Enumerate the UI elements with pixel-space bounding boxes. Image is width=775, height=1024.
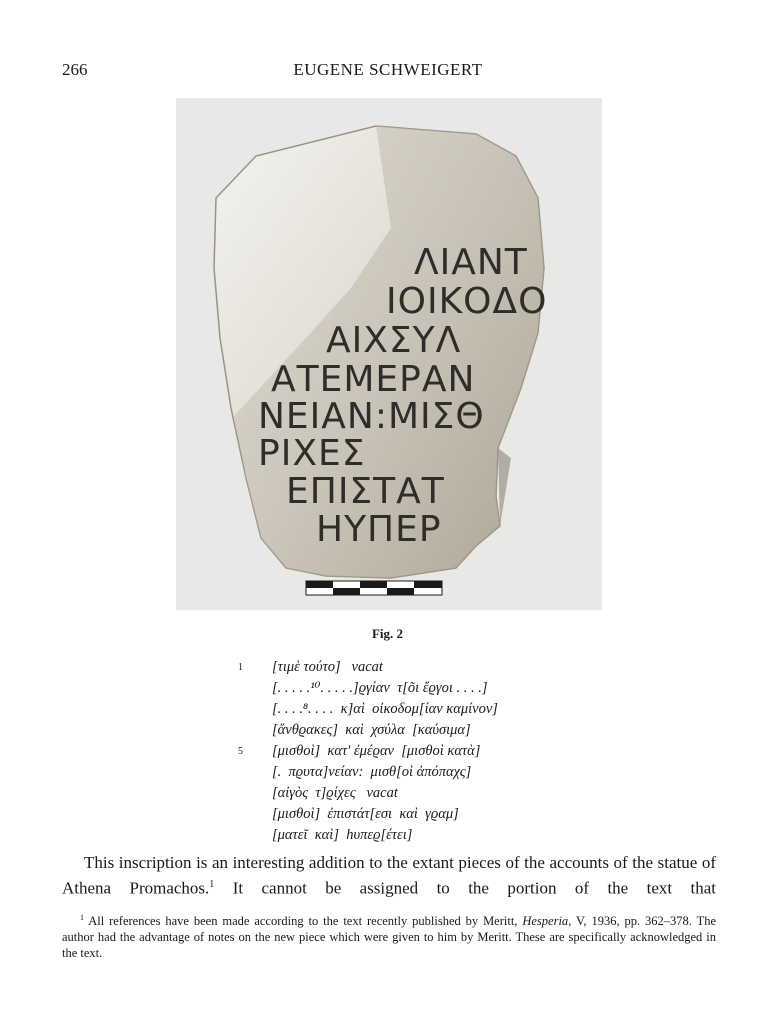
body-text-part-2: It cannot be assigned to the portion of the text that (214, 878, 716, 898)
line-text: [μισθοὶ] κατ' ἐμέϱαν [μισθοὶ κατὰ] (272, 743, 481, 759)
transcription-line (238, 657, 578, 678)
inscription-line-5: ΝΕΙΑΝ:ΜΙΣΘ (258, 396, 485, 437)
inscription-line-3: ΑΙΧΣΥΛ (326, 320, 462, 361)
journal-title: Hesperia (522, 914, 569, 929)
transcription-line (238, 741, 578, 762)
transcription-line (238, 720, 578, 741)
line-number: 5 (238, 746, 243, 757)
footnote-marker: 1 (80, 913, 84, 922)
line-text: [τιμὲ τούτο] vacat (272, 659, 383, 675)
page-header (62, 60, 714, 84)
transcription-line (238, 783, 578, 804)
figure-caption: Fig. 2 (371, 626, 404, 641)
line-number: 1 (238, 662, 243, 673)
running-title: EUGENE SCHWEIGERT (293, 60, 483, 79)
body-paragraph (62, 852, 716, 900)
inscription-line-6: ΡΙΧΕΣ (258, 433, 366, 474)
inscription-line-7: ΕΠΙΣΤΑΤ (286, 471, 445, 512)
transcription-line (238, 678, 578, 699)
footnote-reference: 1 (209, 879, 215, 890)
footnote (62, 910, 716, 961)
page-number: 266 (62, 60, 88, 79)
line-text: [ἄνθϱακες] καὶ χσύλα [καύσιμα] (272, 722, 471, 738)
transcription-line (238, 699, 578, 720)
greek-transcription (238, 657, 578, 846)
footnote-text-part-1: All references have been made according to the text recently published by Meritt, (84, 914, 523, 929)
line-text: [. . . . .¹⁰. . . . .]ϱγίαν τ[õι ἔϱγοι . . . .] (272, 680, 488, 696)
inscription-line-8: ΗΥΠΕΡ (316, 509, 442, 550)
line-text: [μισθοὶ] ἐπιστάτ[εσι καὶ γϱαμ] (272, 806, 459, 822)
inscription-photo (176, 98, 602, 610)
inscription-line-4: ΑΤΕΜΕΡΑΝ (271, 359, 476, 400)
line-text: [αἰγὸς τ]ϱίχες vacat (272, 785, 398, 801)
inscription-line-1: ΛΙΑΝΤ (414, 242, 528, 283)
footnote-text-part-2: , V, 1936, pp. 362–378. The author had the advantage of notes on the new piece which were given to him by Meritt. These are specifically acknowledged in the text. (62, 914, 716, 961)
line-text: [. πϱυτα]νείαν: μισθ[οὶ ἀπόπαχς] (272, 764, 472, 780)
scale-bar (306, 581, 442, 595)
line-text: [ματεῖ καὶ] hυπεϱ[έτει] (272, 827, 413, 843)
line-text: [. . . .⁸. . . . κ]αὶ οἰκοδομ[ίαν καμίνον] (272, 701, 498, 717)
inscription-line-2: ΙΟΙΚΟΔΟ (386, 281, 548, 322)
transcription-line (238, 825, 578, 846)
transcription-line (238, 762, 578, 783)
transcription-line (238, 804, 578, 825)
body-text-part-1: This inscription is an interesting addition to the extant pieces of the accounts of the statue of Athena Promachos. (62, 853, 716, 898)
